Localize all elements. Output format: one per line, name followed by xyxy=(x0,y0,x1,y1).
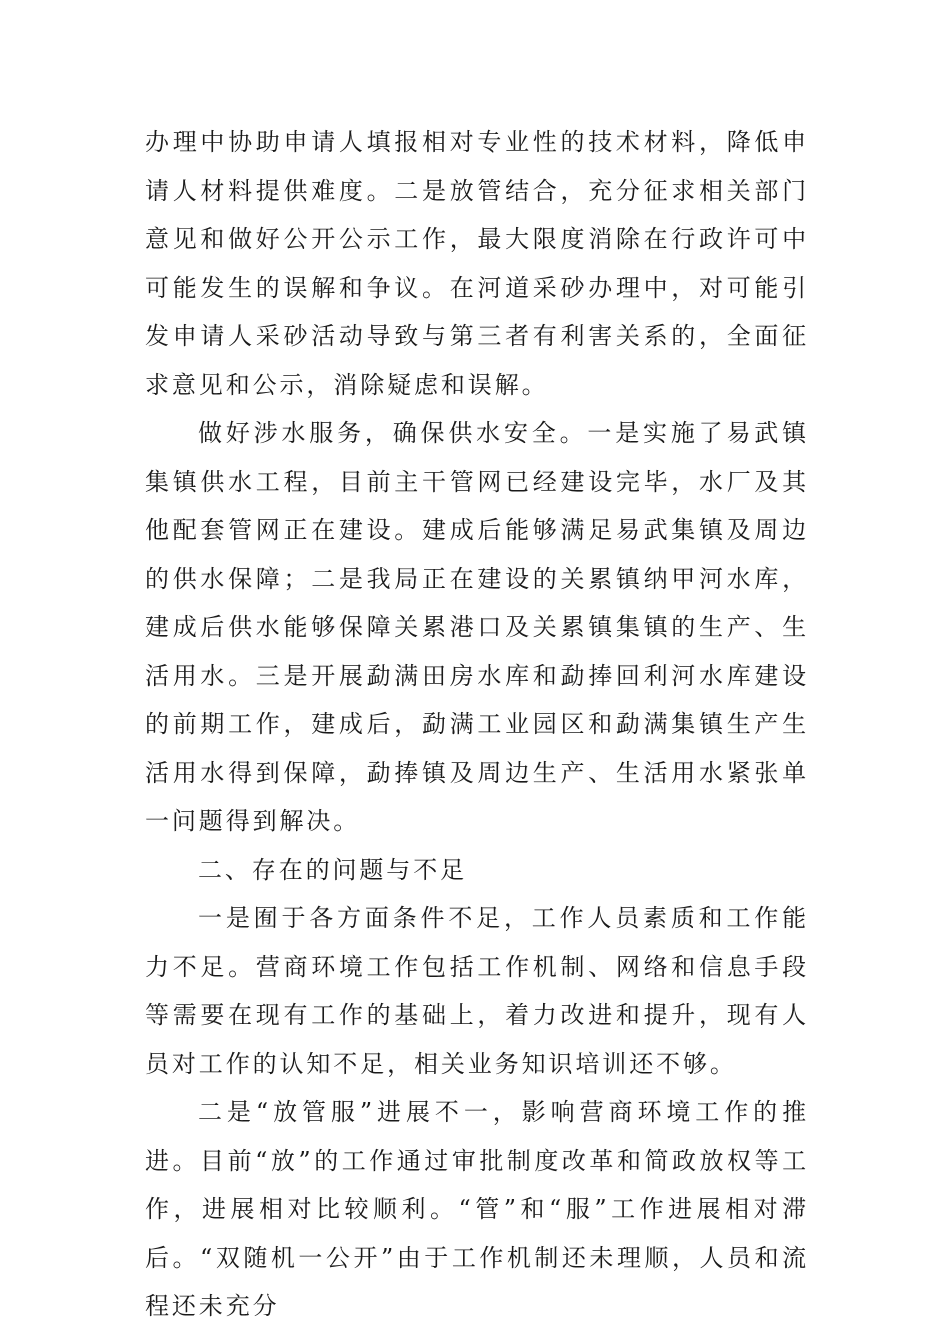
paragraph-problem-two: 二是“放管服”进展不一，影响营商环境工作的推进。目前“放”的工作通过审批制度改革和简政放权等工作，进展相对比较顺利。“管”和“服”工作进展相对滞后。“双随机一公开”由于工作机制还未理顺，人员和流程还未充分 xyxy=(145,1098,809,1320)
paragraph-continuation: 办理中协助申请人填报相对专业性的技术材料，降低申请人材料提供难度。二是放管结合，充分征求相关部门意见和做好公开公示工作，最大限度消除在行政许可中可能发生的误解和争议。在河道采砂办理中，对可能引发申请人采砂活动导致与第三者有利害关系的，全面征求意见和公示，消除疑虑和误解。 xyxy=(145,128,809,399)
paragraph-problem-one: 一是囿于各方面条件不足，工作人员素质和工作能力不足。营商环境工作包括工作机制、网络和信息手段等需要在现有工作的基础上，着力改进和提升，现有人员对工作的认知不足，相关业务知识培训还不够。 xyxy=(145,904,809,1078)
paragraph-water-service: 做好涉水服务，确保供水安全。一是实施了易武镇集镇供水工程，目前主干管网已经建设完毕，水厂及其他配套管网正在建设。建成后能够满足易武集镇及周边的供水保障；二是我局正在建设的关累镇纳甲河水库，建成后供水能够保障关累港口及关累镇集镇的生产、生活用水。三是开展勐满田房水库和勐捧回利河水库建设的前期工作，建成后，勐满工业园区和勐满集镇生产生活用水得到保障，勐捧镇及周边生产、生活用水紧张单一问题得到解决。 xyxy=(145,419,809,835)
section-heading-problems: 二、存在的问题与不足 xyxy=(198,855,467,884)
document-body xyxy=(145,118,809,1331)
